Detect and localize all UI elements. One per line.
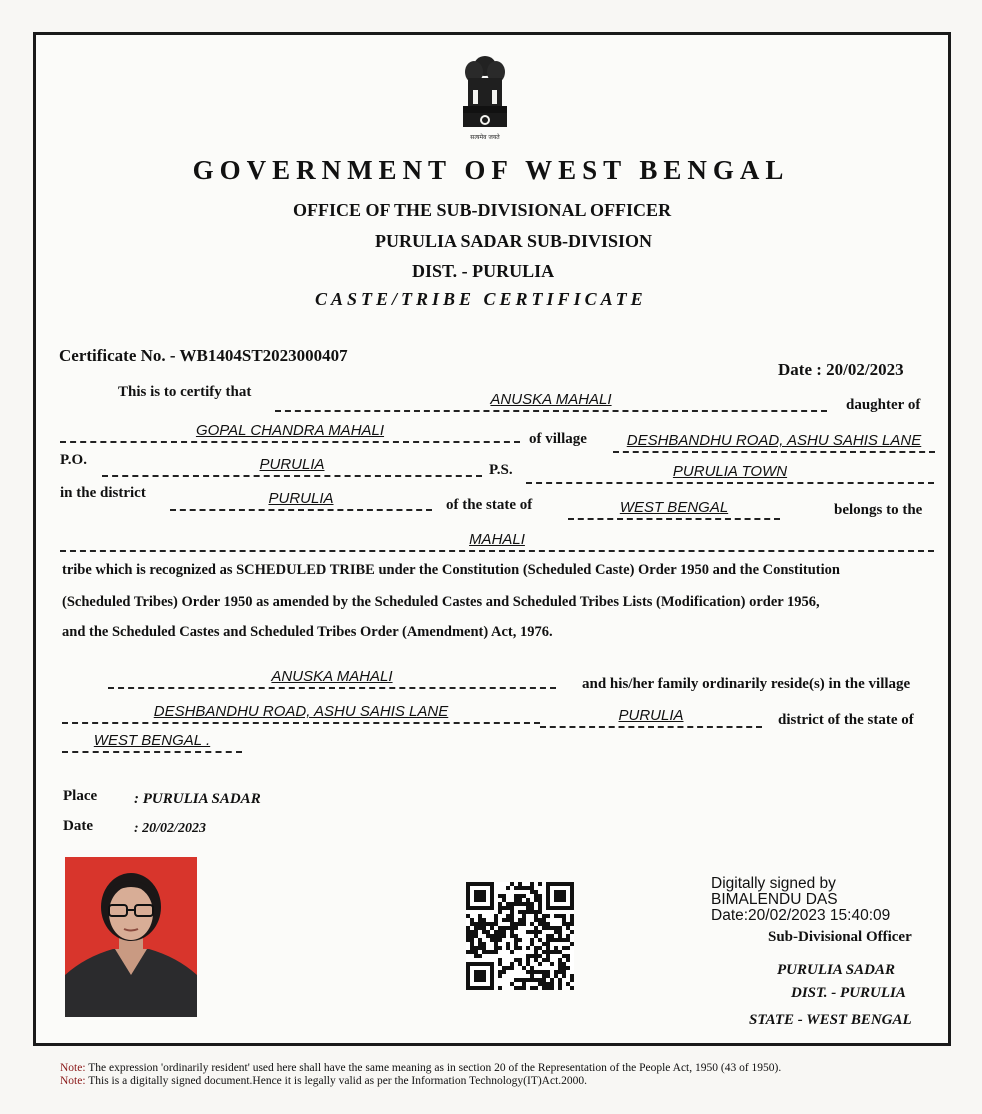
date-label: Date bbox=[63, 818, 93, 834]
digital-signature-line-1: Digitally signed by bbox=[711, 875, 836, 892]
officer-title: Sub-Divisional Officer bbox=[768, 929, 912, 945]
certificate-number: Certificate No. - WB1404ST2023000407 bbox=[59, 346, 348, 365]
national-emblem-icon bbox=[455, 44, 515, 144]
qr-code-icon bbox=[466, 882, 574, 990]
field-state: WEST BENGAL bbox=[568, 498, 780, 520]
certificate-date: Date : 20/02/2023 bbox=[778, 360, 904, 379]
emblem-caption: सत्यमेव जयते bbox=[470, 134, 500, 141]
note-text: The expression 'ordinarily resident' used here shall have the same meaning as in section 20 of the Representation of the People Act, 1950 (43 of 1950). bbox=[88, 1062, 782, 1074]
note-digitally-signed bbox=[60, 1075, 587, 1087]
paragraph-line-3: and the Scheduled Castes and Scheduled Tribes Order (Amendment) Act, 1976. bbox=[62, 624, 553, 640]
district-title: DIST. - PURULIA bbox=[412, 261, 555, 281]
note-prefix: Note: bbox=[60, 1075, 86, 1087]
place-label: Place bbox=[63, 788, 98, 804]
paragraph-line-2: (Scheduled Tribes) Order 1950 as amended by the Scheduled Castes and Scheduled Tribes Lists (Modification) order 1956, bbox=[62, 594, 820, 610]
field-ps: PURULIA TOWN bbox=[526, 462, 934, 484]
sign-district: DIST. - PURULIA bbox=[791, 985, 906, 1001]
field-reside-village: DESHBANDHU ROAD, ASHU SAHIS LANE bbox=[62, 702, 540, 724]
field-district: PURULIA bbox=[170, 489, 432, 511]
note-ordinarily-resident bbox=[60, 1062, 781, 1074]
ps-label: P.S. bbox=[489, 462, 513, 478]
state-label: of the state of bbox=[446, 497, 533, 513]
person-photo-icon bbox=[65, 857, 197, 1017]
po-label: P.O. bbox=[60, 452, 87, 468]
reside-text: and his/her family ordinarily reside(s) in the village bbox=[582, 676, 911, 692]
government-title: GOVERNMENT OF WEST BENGAL bbox=[192, 155, 790, 185]
field-reside-state: WEST BENGAL . bbox=[62, 731, 242, 753]
field-father-name: GOPAL CHANDRA MAHALI bbox=[60, 421, 520, 443]
certify-text: This is to certify that bbox=[118, 384, 252, 400]
certificate-title: CASTE/TRIBE CERTIFICATE bbox=[315, 289, 647, 309]
field-po: PURULIA bbox=[102, 455, 482, 477]
holder-photo bbox=[65, 857, 197, 1017]
date-value: : 20/02/2023 bbox=[134, 821, 206, 836]
digital-signature-line-2: BIMALENDU DAS bbox=[711, 891, 838, 908]
subdivision-title: PURULIA SADAR SUB-DIVISION bbox=[375, 231, 653, 251]
field-reside-district: PURULIA bbox=[540, 706, 762, 728]
field-tribe: MAHALI bbox=[60, 530, 934, 552]
paragraph-line-1: tribe which is recognized as SCHEDULED TRIBE under the Constitution (Scheduled Caste) Order 1950 and the Constitution bbox=[62, 562, 840, 578]
field-reside-name: ANUSKA MAHALI bbox=[108, 667, 556, 689]
office-title: OFFICE OF THE SUB-DIVISIONAL OFFICER bbox=[293, 200, 672, 220]
sign-place: PURULIA SADAR bbox=[777, 962, 895, 978]
sign-state: STATE - WEST BENGAL bbox=[749, 1012, 912, 1028]
digital-signature-line-3: Date:20/02/2023 15:40:09 bbox=[711, 907, 891, 924]
district-label: in the district bbox=[60, 485, 146, 501]
place-value: : PURULIA SADAR bbox=[134, 791, 261, 807]
daughter-of-label: daughter of bbox=[846, 397, 921, 413]
of-village-label: of village bbox=[529, 431, 587, 447]
belongs-to-label: belongs to the bbox=[834, 502, 923, 518]
field-village: DESHBANDHU ROAD, ASHU SAHIS LANE bbox=[613, 431, 935, 453]
field-name: ANUSKA MAHALI bbox=[275, 390, 827, 412]
district-of-state-label: district of the state of bbox=[778, 712, 914, 728]
note-prefix: Note: bbox=[60, 1062, 86, 1074]
note-text: This is a digitally signed document.Hence it is legally valid as per the Information Technology(IT)Act.2000. bbox=[88, 1075, 588, 1087]
